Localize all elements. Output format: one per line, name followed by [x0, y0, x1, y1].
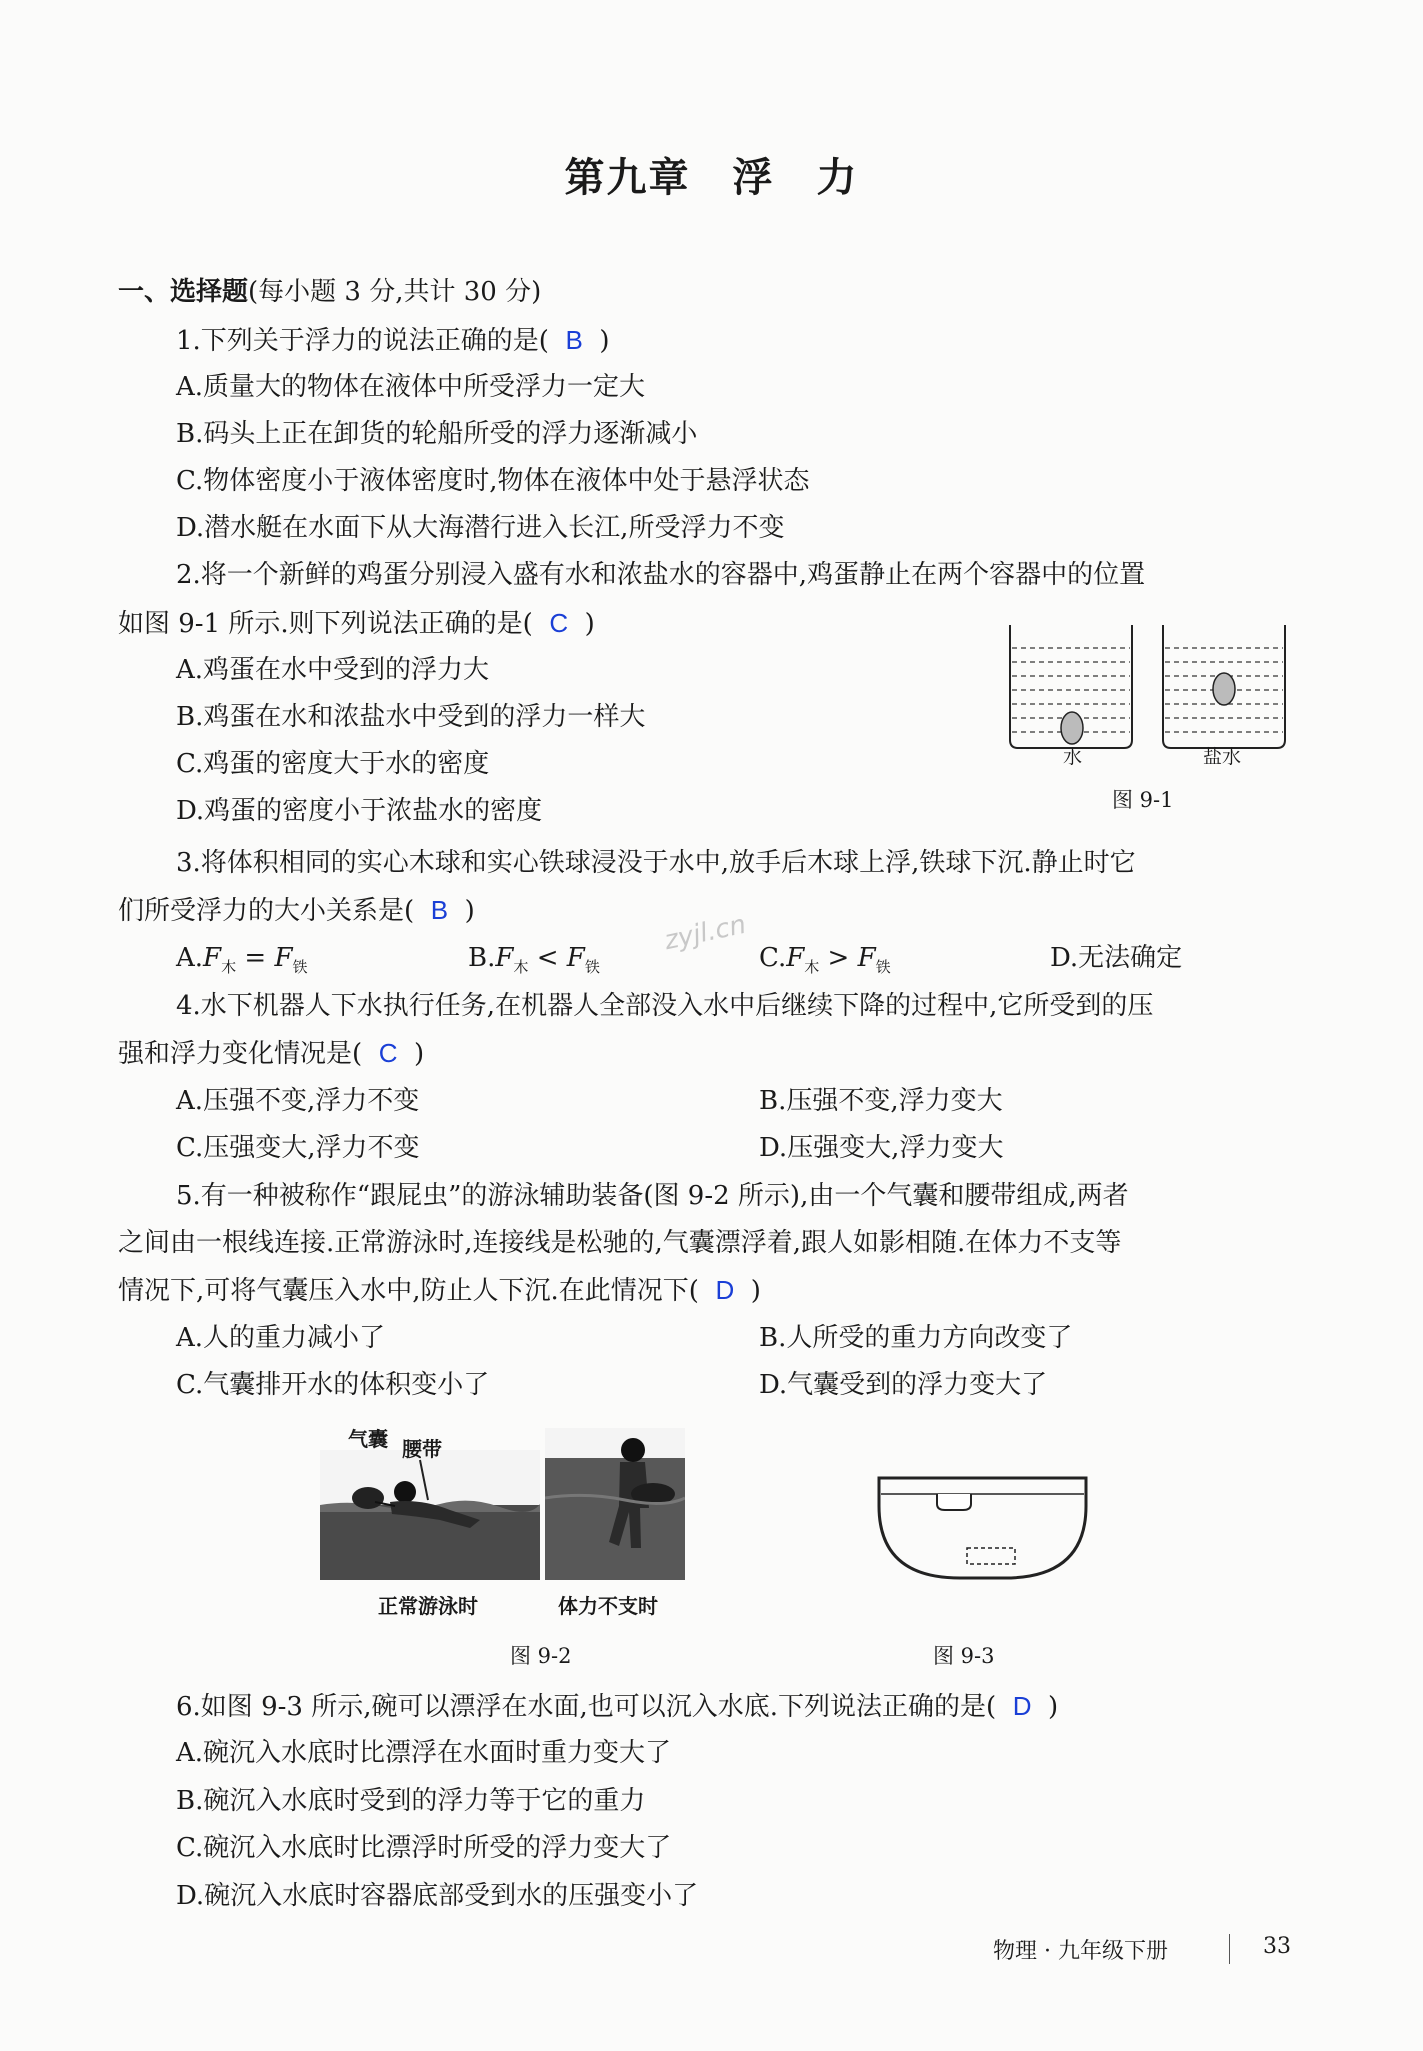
- q3-b-f1: F: [495, 943, 514, 973]
- q3-stem-text: 们所受浮力的大小关系是(: [118, 896, 415, 926]
- q3-a-sub1: 木: [221, 958, 237, 976]
- fig2-label-belt: 腰带: [402, 1437, 442, 1461]
- q4-close: ): [414, 1039, 425, 1069]
- q3-option-a: [176, 938, 308, 981]
- fig2-label-airbag: 气囊: [348, 1427, 388, 1451]
- q1-stem: [176, 320, 610, 361]
- section-title: 一、选择题: [118, 277, 249, 307]
- q3-c-op: >: [819, 943, 858, 973]
- q4-answer: C: [378, 1038, 398, 1068]
- q5-stem-line1: 5.有一种被称作“跟屁虫”的游泳辅助装备(图 9-2 所示),由一个气囊和腰带组成,两者: [176, 1181, 1129, 1211]
- q3-b-op: <: [528, 943, 567, 973]
- q1-stem-text: 1.下列关于浮力的说法正确的是(: [176, 326, 549, 356]
- figure-9-1-beakers: [1000, 620, 1300, 770]
- egg-in-water: [1061, 712, 1083, 744]
- q3-b-sub2: 铁: [584, 958, 600, 976]
- q5-stem-line3: [118, 1270, 761, 1311]
- q3-b-prefix: B.: [468, 943, 496, 973]
- q1-answer: B: [565, 325, 583, 355]
- q3-option-d: D.无法确定: [1050, 943, 1183, 973]
- q3-b-sub1: 木: [513, 958, 529, 976]
- q2-stem-line1: 2.将一个新鲜的鸡蛋分别浸入盛有水和浓盐水的容器中,鸡蛋静止在两个容器中的位置: [176, 560, 1146, 590]
- footer-book-title: 物理 · 九年级下册: [993, 1939, 1168, 1964]
- q1-option-a: A.质量大的物体在液体中所受浮力一定大: [176, 372, 646, 402]
- fig1-label-water: 水: [1063, 746, 1083, 768]
- q4-option-b: B.压强不变,浮力变大: [759, 1086, 1003, 1116]
- q5-stem-text: 情况下,可将气囊压入水中,防止人下沉.在此情况下(: [118, 1276, 699, 1306]
- q1-option-d: D.潜水艇在水面下从大海潜行进入长江,所受浮力不变: [176, 513, 785, 543]
- figure-9-2-exhausted-photo: [545, 1428, 685, 1580]
- fig1-label-salt-water: 盐水: [1203, 746, 1242, 768]
- fig2-label-normal: 正常游泳时: [378, 1594, 478, 1618]
- q6-stem-text: 6.如图 9-3 所示,碗可以漂浮在水面,也可以沉入水底.下列说法正确的是(: [176, 1692, 997, 1722]
- q6-option-c: C.碗沉入水底时比漂浮时所受的浮力变大了: [176, 1833, 672, 1863]
- q6-option-d: D.碗沉入水底时容器底部受到水的压强变小了: [176, 1881, 699, 1911]
- q2-stem-text: 如图 9-1 所示.则下列说法正确的是(: [118, 609, 533, 639]
- q2-option-a: A.鸡蛋在水中受到的浮力大: [176, 655, 490, 685]
- q2-stem-line2: [118, 603, 595, 644]
- q4-option-c: C.压强变大,浮力不变: [176, 1133, 420, 1163]
- q2-option-c: C.鸡蛋的密度大于水的密度: [176, 749, 490, 779]
- q2-answer: C: [549, 608, 569, 638]
- q3-a-f1: F: [203, 943, 222, 973]
- fig2-label-exhausted: 体力不支时: [558, 1594, 658, 1618]
- q5-option-b: B.人所受的重力方向改变了: [759, 1323, 1073, 1353]
- fig-9-1-caption: 图 9-1: [1112, 788, 1174, 812]
- q3-a-prefix: A.: [176, 943, 204, 973]
- q1-option-b: B.码头上正在卸货的轮船所受的浮力逐渐减小: [176, 419, 698, 449]
- q1-close: ): [599, 326, 610, 356]
- q4-option-a: A.压强不变,浮力不变: [176, 1086, 420, 1116]
- q6-stem: [176, 1686, 1058, 1727]
- q6-option-b: B.碗沉入水底时受到的浮力等于它的重力: [176, 1786, 646, 1816]
- q3-stem-line2: [118, 890, 475, 931]
- section-heading: [118, 272, 541, 312]
- q5-option-d: D.气囊受到的浮力变大了: [759, 1370, 1048, 1400]
- q2-close: ): [584, 609, 595, 639]
- q3-option-b: [468, 938, 600, 981]
- q2-option-d: D.鸡蛋的密度小于浓盐水的密度: [176, 796, 543, 826]
- q3-answer: B: [430, 895, 449, 925]
- q4-option-d: D.压强变大,浮力变大: [759, 1133, 1004, 1163]
- q6-answer: D: [1012, 1691, 1032, 1721]
- q3-a-sub2: 铁: [292, 958, 308, 976]
- q3-c-sub1: 木: [804, 958, 820, 976]
- q3-c-prefix: C.: [759, 943, 787, 973]
- q3-c-f1: F: [786, 943, 805, 973]
- q1-option-c: C.物体密度小于液体密度时,物体在液体中处于悬浮状态: [176, 466, 810, 496]
- egg-in-salt-water: [1213, 673, 1235, 705]
- q5-answer: D: [715, 1275, 735, 1305]
- q6-option-a: A.碗沉入水底时比漂浮在水面时重力变大了: [176, 1738, 672, 1768]
- fig-9-3-caption: 图 9-3: [933, 1644, 995, 1668]
- q3-stem-line1: 3.将体积相同的实心木球和实心铁球浸没于水中,放手后木球上浮,铁球下沉.静止时它: [176, 848, 1136, 878]
- q5-option-a: A.人的重力减小了: [176, 1323, 386, 1353]
- section-note: (每小题 3 分,共计 30 分): [248, 277, 542, 307]
- figure-9-3-bowl: [875, 1470, 1090, 1585]
- q5-close: ): [750, 1276, 761, 1306]
- q3-c-f2: F: [857, 943, 876, 973]
- q5-option-c: C.气囊排开水的体积变小了: [176, 1370, 490, 1400]
- q2-option-b: B.鸡蛋在水和浓盐水中受到的浮力一样大: [176, 702, 646, 732]
- q6-close: ): [1048, 1692, 1059, 1722]
- q3-a-op: =: [236, 943, 275, 973]
- q4-stem-line1: 4.水下机器人下水执行任务,在机器人全部没入水中后继续下降的过程中,它所受到的压: [176, 991, 1154, 1021]
- q4-stem-text: 强和浮力变化情况是(: [118, 1039, 363, 1069]
- q4-stem-line2: [118, 1033, 424, 1074]
- footer-divider: [1229, 1934, 1230, 1964]
- q3-option-c: [759, 938, 891, 981]
- q3-close: ): [464, 896, 475, 926]
- q5-stem-line2: 之间由一根线连接.正常游泳时,连接线是松驰的,气囊漂浮着,跟人如影相随.在体力不支等: [118, 1228, 1122, 1258]
- watermark: zyjl.cn: [661, 909, 749, 957]
- q3-b-f2: F: [566, 943, 585, 973]
- q3-c-sub2: 铁: [875, 958, 891, 976]
- q3-a-f2: F: [274, 943, 293, 973]
- figure-9-2-normal-swimming-photo: [320, 1450, 540, 1580]
- footer-page-number: 33: [1263, 1934, 1291, 1959]
- fig-9-2-caption: 图 9-2: [510, 1644, 572, 1668]
- chapter-title: 第九章 浮 力: [564, 155, 859, 201]
